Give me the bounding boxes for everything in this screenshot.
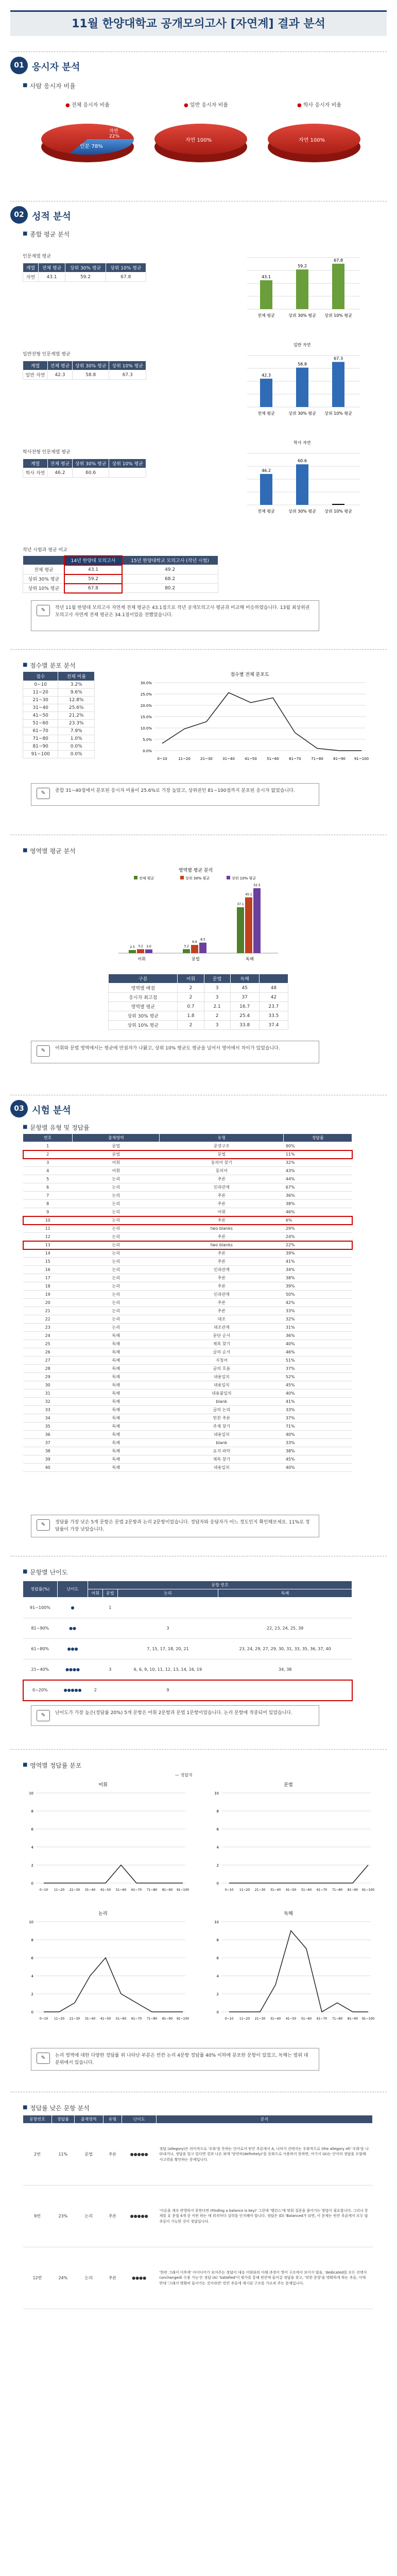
x-tick: 31~40 xyxy=(222,757,235,761)
dist-title: 점수별 전체 분포도 xyxy=(230,672,269,677)
y-tick: 2 xyxy=(31,1863,33,1868)
y-tick: 0 xyxy=(216,1882,219,1886)
bar-label: 6.6 xyxy=(192,940,197,944)
y-tick: 8 xyxy=(216,1809,219,1814)
table-row: 32 독해 blank 41% xyxy=(23,1398,352,1406)
table-row: 17 논리 추론 38% xyxy=(23,1274,352,1282)
bar xyxy=(137,949,144,953)
table-row: 21 논리 추론 33% xyxy=(23,1307,352,1315)
page-title: 11월 한양대학교 공개모의고사 [자연계] 결과 분석 xyxy=(10,10,387,36)
table-row: 8 논리 추론 38% xyxy=(23,1200,352,1208)
x-tick: 81~90 xyxy=(162,1888,173,1892)
x-tick: 상위 30% 평균 xyxy=(288,411,316,416)
section-2-title: 성적 분석 xyxy=(32,211,71,222)
x-tick: 71~80 xyxy=(332,2017,343,2021)
bar xyxy=(296,368,308,407)
section-3-title: 시험 분석 xyxy=(32,1105,71,1116)
x-tick: 41~50 xyxy=(100,2017,111,2021)
x-tick: 51~60 xyxy=(267,757,279,761)
table-row: 31 독해 내용불일치 40% xyxy=(23,1389,352,1398)
x-tick: 71~80 xyxy=(332,1888,343,1892)
table-row: 14 논리 추론 39% xyxy=(23,1249,352,1258)
x-tick: 0~10 xyxy=(39,2017,48,2021)
x-tick: 21~30 xyxy=(69,2017,80,2021)
pie-charts xyxy=(31,111,371,167)
table-row: 26 독해 글의 순서 46% xyxy=(23,1348,352,1357)
x-tick: 41~50 xyxy=(285,1888,297,1892)
x-tick: 61~70 xyxy=(316,1888,327,1892)
x-tick: 31~40 xyxy=(270,2017,281,2021)
note-3: ✎ 어휘와 문법 영역에서는 평균에 만점자가 나왔고, 상위 10% 평균도 평균을 넘어서 영어에서 차이가 있었습니다. xyxy=(31,1041,319,1063)
legend-swatch xyxy=(227,876,230,879)
x-tick: 11~20 xyxy=(178,757,191,761)
bar xyxy=(260,280,272,309)
legend-label: 전체 평균 xyxy=(139,876,154,880)
area-title: 영역별 평균 분석 xyxy=(178,868,213,873)
table-row: 28 독해 글의 흐름 37% xyxy=(23,1365,352,1373)
x-tick: 0~10 xyxy=(225,2017,234,2021)
graph-title: 논리 xyxy=(98,1911,108,1917)
bar xyxy=(129,950,136,953)
section-3-badge: 03 xyxy=(10,1100,28,1117)
table-row: 11 논리 two blanks 29% xyxy=(23,1225,352,1233)
x-tick: 21~30 xyxy=(69,1888,80,1892)
table-row: 33 독해 글의 논리 33% xyxy=(23,1406,352,1414)
legend-label: 상위 10% 평균 xyxy=(232,876,256,880)
avg-table: 계열 전체 평균 상위 30% 평균 상위 10% 평균 일반 자연 42.3 58.8 67.3 xyxy=(23,361,146,380)
table-row: 24 독해 문단 순서 36% xyxy=(23,1332,352,1340)
x-tick: 11~20 xyxy=(54,2017,65,2021)
table-row: 23 논리 대조관계 31% xyxy=(23,1324,352,1332)
y-tick: 25.0% xyxy=(140,692,152,697)
avg-block-label: 일반전형 인문계열 평균 xyxy=(23,352,71,357)
y-tick: 5.0% xyxy=(143,738,152,742)
legend-label: 상위 30% 평균 xyxy=(185,876,210,880)
x-tick: 11~20 xyxy=(54,1888,65,1892)
x-tick: 전체 평균 xyxy=(257,411,275,416)
x-tick: 91~100 xyxy=(176,1888,189,1892)
y-tick: 8 xyxy=(31,1809,33,1814)
low-table: 문항번호 정답률 출제영역 유형 난이도 분석 2번 11% 문법 추론 ●●●●● 정답 (allegory)은 의미적으로 '우화'를 뜻하는 단어로서 빈칸 추론에서 A, 나머지 선택지는 우화적으로 (the allegory of) '우화'를 나타내거나, 정답을 알고 있다면 결과 나온 외에 '당연히(definitely)'를 동화으로 사용하지 못하면, 여기서 (A)는 단어의 정답을 포함해 사고력을 확인하는 문제입니다. 9번 23% 논리 추론 ●●●●● '이론을 계속 반영하지 못한다면 (Finding a balance is key)' 그런데 '밸런스'에 맞춰 질문을 풀어가는 방법이 필요합니다. 그러나 문제를 유 문법 4개 중 어떤 하는 매 위치마다 실력을 인지해야 합니다. 정답은 (D) 'Balanced가 되면, 이 문제는 빈칸 추론에서 모두 답 추론이 가능한 것이 정답입니다. 12번 24% 논리 추론 ●●●● '한편 그래서 이후에' 아이디어가 보여주는 정답이 대응 어휘와의 이해 과정이 영어 구조에서 보이지 않음. 'dedicated를 모든 선택지(unchanged) 수용 가능'은 정답 (A) 'Satisfied'이 평가를 통해 빈칸에 들어갈 정답을 찾고, '위한 문항'을 명확하게 하는 추론, 이에 반대 '그래서 명확히 들어가는 것이라면' 빈칸 추론에 제시된 구조를 가르쳐 주는 문제입니다. xyxy=(23,2115,373,2309)
pie-3 xyxy=(268,124,360,162)
y-tick: 6 xyxy=(216,1956,219,1960)
note-4: ✎ 정답률 가장 낮은 5개 문항은 문법 2문항과 논리 2문항이었습니다. 정답자와 응답자가 어느 정도인지 확인해보세요. 11%로 정답률이 가장 낮았습니다. xyxy=(31,1515,319,1537)
svg-text:자연: 자연 xyxy=(109,129,118,134)
bar-label: 60.6 xyxy=(298,459,307,464)
table-row: 13 논리 two blanks 22% xyxy=(23,1241,352,1249)
x-tick: 61~70 xyxy=(131,2017,142,2021)
table-row: 34 독해 빈칸 추론 37% xyxy=(23,1414,352,1422)
x-tick: 독해 xyxy=(246,957,254,961)
low-subhead: ■ 정답률 낮은 문항 분석 xyxy=(23,2104,90,2112)
graph-subhead: ■ 영역별 정답률 분포 xyxy=(23,1761,81,1770)
bar xyxy=(332,362,344,407)
x-tick: 51~60 xyxy=(301,1888,312,1892)
bar-label: 45.1 xyxy=(245,892,252,896)
graph-title: 문법 xyxy=(284,1783,293,1788)
x-tick: 31~40 xyxy=(270,1888,281,1892)
table-row: 20 논리 추론 42% xyxy=(23,1299,352,1307)
x-tick: 91~100 xyxy=(176,2017,189,2021)
bar-label: 43.1 xyxy=(262,274,271,279)
difficulty-table: 정답률(%) 난이도 문항 번호 어휘 문법 논리 독해 91~100% ● 1 81~90% ●● 3 22, 23, 24, 25, 39 61~80% ●●● 7, 15, 17, 18, 20, 21 23, 24, 29, 27, 29, 30, 31, 33, 35, 36, 37, 40 21~40% ●●●● 3 6, 6, 9, 10, 11, 12, 13, 14, 16, 19 34, 38 0~20% ●●●●● 2 9 xyxy=(23,1581,352,1701)
dist-subhead: ■ 점수별 분포 분석 xyxy=(23,661,76,670)
avg-bar-chart xyxy=(232,242,366,330)
y-tick: 15.0% xyxy=(140,715,152,719)
x-tick: 41~50 xyxy=(245,757,257,761)
graph-line xyxy=(229,1865,368,1883)
svg-text:22%: 22% xyxy=(109,134,120,139)
x-tick: 전체 평균 xyxy=(257,313,275,318)
graph-line xyxy=(44,1865,183,1883)
bar xyxy=(245,897,252,953)
bar-label: 58.8 xyxy=(298,362,307,367)
table-row: 12 논리 추론 24% xyxy=(23,1233,352,1241)
y-tick: 0 xyxy=(31,2010,33,2014)
y-tick: 10 xyxy=(29,1791,33,1795)
bar xyxy=(237,907,244,953)
x-tick: 21~30 xyxy=(254,2017,266,2021)
pie-1 xyxy=(41,124,134,162)
table-row: 4 어휘 동의어 43% xyxy=(23,1167,352,1175)
x-tick: 21~30 xyxy=(254,1888,266,1892)
dist-table: 점수 전체 비율 0~10 3.2% 11~20 9.6% 21~30 12.8% 31~40 25.6% 41~50 21.2% 51~60 23.3% 61~70 7.9% 71~80 1.0% 81~90 0.0% 91~100 0.0% xyxy=(23,671,95,758)
bar xyxy=(253,888,261,953)
note-1: ✎ 작년 11월 한양대 모의고사 자연계 전체 평균은 43.1점으로 작년 공개모의고사 평균과 비교해 비슷하였습니다. 13월 최상위권 모의고사 자연계 전체 평균은 34.1점이었음 전했었습니다. xyxy=(31,600,319,631)
pie-2-label: ● 일반 응시자 비율 xyxy=(184,103,228,108)
y-tick: 2 xyxy=(216,1992,219,1996)
y-tick: 10 xyxy=(29,1920,33,1924)
table-row: 3 어휘 동의어 찾기 32% xyxy=(23,1159,352,1167)
x-tick: 51~60 xyxy=(115,1888,127,1892)
bar-label: 37.1 xyxy=(237,902,244,906)
section-1-badge: 01 xyxy=(10,57,28,74)
bar xyxy=(183,949,190,953)
bar xyxy=(332,264,344,309)
area-subhead: ■ 영역별 평균 분석 xyxy=(23,846,76,855)
legend-swatch xyxy=(134,876,137,879)
bar xyxy=(191,945,198,953)
x-tick: 11~20 xyxy=(239,1888,250,1892)
table-row: 0~20% ●●●●● 2 9 xyxy=(23,1680,352,1701)
dist-chart xyxy=(129,670,371,768)
table-row: 25 독해 제목 찾기 40% xyxy=(23,1340,352,1348)
x-tick: 81~90 xyxy=(347,2017,358,2021)
table-row: 16 논리 인과관계 34% xyxy=(23,1266,352,1274)
x-tick: 61~70 xyxy=(316,2017,327,2021)
y-tick: 4 xyxy=(31,1845,33,1850)
x-tick: 어휘 xyxy=(137,957,146,961)
note-2: ✎ 종합 31~40점에서 분포된 응시자 비율이 25.6%로 가장 높았고, 상위권인 81~100점까지 분포된 응시자 없었습니다. xyxy=(31,783,319,806)
bar-label: 67.8 xyxy=(334,258,343,263)
x-tick: 0~10 xyxy=(39,1888,48,1892)
table-row: 37 독해 blank 33% xyxy=(23,1439,352,1447)
x-tick: 71~80 xyxy=(311,757,323,761)
y-tick: 6 xyxy=(31,1956,33,1960)
x-tick: 31~40 xyxy=(84,1888,96,1892)
x-tick: 전체 평균 xyxy=(257,509,275,514)
x-tick: 21~30 xyxy=(200,757,213,761)
dist-line xyxy=(162,692,361,751)
x-tick: 41~50 xyxy=(285,2017,297,2021)
table-row: 5 논리 추론 44% xyxy=(23,1175,352,1183)
table-row: 30 독해 내용일치 45% xyxy=(23,1381,352,1389)
table-row: 81~90% ●● 3 22, 23, 24, 25, 39 xyxy=(23,1618,352,1639)
x-tick: 61~70 xyxy=(289,757,301,761)
bar-label: 3.0 xyxy=(146,944,151,948)
s1-subhead: ■ 사탐 응시자 비율 xyxy=(23,81,76,90)
bar-label: 8.5 xyxy=(200,938,205,942)
y-tick: 0 xyxy=(216,2010,219,2014)
bar xyxy=(260,379,272,407)
s3-subhead: ■ 문항별 유형 및 정답률 xyxy=(23,1123,90,1132)
bar-label: 3.2 xyxy=(138,944,143,948)
bar-label: 67.3 xyxy=(334,356,343,361)
compare-table: 14년 한양대 모의고사 15년 한양대학교 모의고사 (작년 시험) 전체 평균 43.1 49.2 상위 30% 평균 59.2 68.2 상위 10% 평균 67.8 80.2 xyxy=(23,555,218,593)
table-row: 1 문법 문장구조 90% xyxy=(23,1142,352,1150)
table-row: 10 논리 추론 6% xyxy=(23,1216,352,1225)
table-row: 91~100% ● 1 xyxy=(23,1598,352,1618)
graph-legend: — 정답자 xyxy=(175,1773,193,1777)
x-tick: 81~90 xyxy=(162,2017,173,2021)
table-row: 19 논리 인과관계 50% xyxy=(23,1291,352,1299)
table-row: 22 논리 대조 32% xyxy=(23,1315,352,1324)
x-tick: 81~90 xyxy=(333,757,346,761)
y-tick: 4 xyxy=(216,1974,219,1978)
table-row: 39 독해 제목 찾기 45% xyxy=(23,1455,352,1464)
x-tick: 상위 10% 평균 xyxy=(324,313,352,318)
table-row: 21~40% ●●●● 3 6, 6, 9, 10, 11, 12, 13, 14, 16, 19 34, 38 xyxy=(23,1659,352,1680)
y-tick: 2 xyxy=(31,1992,33,1996)
x-tick: 91~100 xyxy=(354,757,369,761)
bar-label: 42.3 xyxy=(262,373,271,378)
graph-title: 어휘 xyxy=(98,1783,108,1788)
y-tick: 30.0% xyxy=(140,681,152,685)
area-graphs xyxy=(21,1780,376,2038)
bar xyxy=(296,464,308,505)
y-tick: 6 xyxy=(216,1827,219,1832)
table-row: 29 독해 내용일치 52% xyxy=(23,1373,352,1381)
y-tick: 0.0% xyxy=(143,749,152,753)
note-6: ✎ 논리 영역에 대한 다양한 정답률 위 나타난 부분은 빈칸 논리 4문항 정답률 40% 이하에 분포한 문항이 있었고, 독해는 범위 대 분위에서 있습니다. xyxy=(31,2048,319,2071)
bar xyxy=(332,504,344,505)
bar xyxy=(260,474,272,505)
y-tick: 10 xyxy=(214,1791,219,1795)
question-table: 번호 출제영역 유형 정답률 1 문법 문장구조 90% 2 문법 문법 11% 3 어휘 동의어 찾기 32% 4 어휘 동의어 43% 5 논리 추론 44% 6 논리 인과관계 67% 7 논리 추론 36% 8 논리 추론 38% 9 논리 어휘 46% 10 논리 추론 6% 11 논리 two blanks 29% 12 논리 추론 24% 13 논리 two blanks 22% 14 논리 추론 39% 15 논리 추론 41% 16 논리 인과관계 34% 17 논리 추론 38% 18 논리 추론 39% 19 논리 인과관계 50% 20 논리 추론 42% 21 논리 추론 33% 22 논리 대조 32% 23 논리 대조관계 31% 24 독해 문단 순서 36% 25 독해 제목 찾기 40% 26 독해 글의 순서 46% 27 독해 지칭어 51% 28 독해 글의 흐름 37% 29 독해 내용일치 52% 30 독해 내용일치 45% 31 독해 내용불일치 40% 32 독해 blank 41% 33 독해 글의 논리 33% 34 독해 빈칸 추론 37% 35 독해 주제 찾기 71% 36 독해 내용일치 40% 37 독해 blank 33% 38 독해 요지 파악 38% 39 독해 제목 찾기 45% 40 독해 내용일치 40% xyxy=(23,1133,352,1472)
avg-bar-chart xyxy=(232,438,366,526)
pie-1-label: ● 전체 응시자 비율 xyxy=(65,103,110,108)
avg-table: 계열 전체 평균 상위 30% 평균 상위 10% 평균 학사 자연 46.2 60.6 xyxy=(23,459,146,478)
y-tick: 8 xyxy=(216,1938,219,1942)
table-row: 15 논리 추론 41% xyxy=(23,1258,352,1266)
x-tick: 31~40 xyxy=(84,2017,96,2021)
table-row: 35 독해 주제 찾기 71% xyxy=(23,1422,352,1431)
bar xyxy=(296,269,308,309)
bar-label: 2.5 xyxy=(130,945,135,949)
y-tick: 2 xyxy=(216,1863,219,1868)
table-row: 2 문법 문법 11% xyxy=(23,1150,352,1159)
table-row: 7 논리 추론 36% xyxy=(23,1192,352,1200)
x-tick: 91~100 xyxy=(361,1888,375,1892)
x-tick: 71~80 xyxy=(146,2017,158,2021)
x-tick: 상위 30% 평균 xyxy=(288,313,316,318)
x-tick: 41~50 xyxy=(100,1888,111,1892)
x-tick: 71~80 xyxy=(146,1888,158,1892)
table-row: 12번 24% 논리 추론 ●●●● '한편 그래서 이후에' 아이디어가 보여주는 정답이 대응 어휘와의 이해 과정이 영어 구조에서 보이지 않음. 'dedicated를 모든 선택지(unchanged) 수용 가능'은 정답 (A) 'Satisfied'이 평가를 통해 빈칸에 들어갈 정답을 찾고, '위한 문항'을 명확하게 하는 추론, 이에 반대 '그래서 명확히 들어가는 것이라면' 빈칸 추론에 제시된 구조를 가르쳐 주는 문제입니다. xyxy=(23,2247,373,2309)
bar xyxy=(199,943,206,953)
table-row: 61~80% ●●● 7, 15, 17, 18, 20, 21 23, 24, 29, 27, 29, 30, 31, 33, 35, 36, 37, 40 xyxy=(23,1639,352,1659)
x-tick: 0~10 xyxy=(225,1888,234,1892)
legend: 학사 자연 xyxy=(294,440,311,445)
avg-table: 계열 전체 평균 상위 30% 평균 상위 10% 평균 자연 43.1 59.2 67.8 xyxy=(23,263,146,282)
x-tick: 상위 30% 평균 xyxy=(288,509,316,514)
bar xyxy=(145,950,152,953)
section-1-title: 응시자 분석 xyxy=(32,62,80,73)
x-tick: 문법 xyxy=(192,957,200,961)
bar-label: 52.5 xyxy=(253,884,261,887)
y-tick: 4 xyxy=(216,1845,219,1850)
legend: 일반 자연 xyxy=(294,343,311,347)
diff-subhead: ■ 문항별 난이도 xyxy=(23,1568,67,1577)
y-tick: 10 xyxy=(214,1920,219,1924)
table-row: 36 독해 내용일치 40% xyxy=(23,1431,352,1439)
y-tick: 0 xyxy=(31,1882,33,1886)
x-tick: 상위 10% 평균 xyxy=(324,411,352,416)
x-tick: 11~20 xyxy=(239,2017,250,2021)
svg-text:인문 78%: 인문 78% xyxy=(80,144,103,149)
graph-line xyxy=(229,1931,368,2012)
cmp-label: 작년 시험과 평균 비교 xyxy=(23,548,67,553)
x-tick: 91~100 xyxy=(361,2017,375,2021)
area-chart xyxy=(103,866,288,969)
avg-block-label: 인문계열 평균 xyxy=(23,254,51,259)
section-2-badge: 02 xyxy=(10,206,28,224)
y-tick: 10.0% xyxy=(140,726,152,731)
x-tick: 81~90 xyxy=(347,1888,358,1892)
y-tick: 4 xyxy=(31,1974,33,1978)
x-tick: 51~60 xyxy=(115,2017,127,2021)
table-row: 40 독해 내용일치 40% xyxy=(23,1464,352,1472)
area-table: 구분 어휘 문법 독해 영역별 배점 2 3 45 48 응시자 최고점 2 3 37 42 영역별 평균 0.7 2.1 16.7 23.7 상위 30% 평균 1.8 2 25.4 33.5 상위 10% 평균 2 3 33.8 37.4 xyxy=(108,974,288,1030)
graph-title: 독해 xyxy=(284,1911,293,1917)
y-tick: 8 xyxy=(31,1938,33,1942)
y-tick: 20.0% xyxy=(140,704,152,708)
pie-3-label: ● 학사 응시자 비율 xyxy=(297,103,341,108)
legend-swatch xyxy=(180,876,184,879)
x-tick: 상위 10% 평균 xyxy=(324,509,352,514)
table-row: 18 논리 추론 39% xyxy=(23,1282,352,1291)
pie-2 xyxy=(154,124,247,162)
note-5: ✎ 난이도가 가장 높은(정답률 20%) 5개 문항은 어휘 2문항과 문법 1문항이었습니다. 논리 문항에 적중되어 있었습니다. xyxy=(31,1705,319,1726)
avg-block-label: 학사전형 인문계열 평균 xyxy=(23,450,71,455)
bar-label: 3.2 xyxy=(184,944,189,948)
table-row: 27 독해 지칭어 51% xyxy=(23,1357,352,1365)
table-row: 9번 23% 논리 추론 ●●●●● '이론을 계속 반영하지 못한다면 (Finding a balance is key)' 그런데 '밸런스'에 맞춰 질문을 풀어가는 방법이 필요합니다. 그러나 문제를 유 문법 4개 중 어떤 하는 매 위치마다 실력을 인지해야 합니다. 정답은 (D) 'Balanced가 되면, 이 문제는 빈칸 추론에서 모두 답 추론이 가능한 것이 정답입니다. xyxy=(23,2185,373,2247)
table-row: 9 논리 어휘 46% xyxy=(23,1208,352,1216)
bar-label: 46.2 xyxy=(262,468,271,473)
s2-subhead: ■ 종합 평균 분석 xyxy=(23,230,70,239)
y-tick: 6 xyxy=(31,1827,33,1832)
x-tick: 51~60 xyxy=(301,2017,312,2021)
svg-text:자연 100%: 자연 100% xyxy=(299,138,325,143)
x-tick: 61~70 xyxy=(131,1888,142,1892)
svg-text:자연 100%: 자연 100% xyxy=(185,138,212,143)
bar-label: 59.2 xyxy=(298,264,307,269)
x-tick: 0~10 xyxy=(157,757,167,761)
graph-line xyxy=(44,1958,183,2012)
table-row: 6 논리 인과관계 67% xyxy=(23,1183,352,1192)
avg-bar-chart xyxy=(232,340,366,428)
table-row: 2번 11% 문법 추론 ●●●●● 정답 (allegory)은 의미적으로 '우화'를 뜻하는 단어로서 빈칸 추론에서 A, 나머지 선택지는 우화적으로 (the allegory of) '우화'를 나타내거나, 정답을 알고 있다면 결과 나온 외에 '당연히(definitely)'를 동화으로 사용하지 못하면, 여기서 (A)는 단어의 정답을 포함해 사고력을 확인하는 문제입니다. xyxy=(23,2124,373,2185)
table-row: 38 독해 요지 파악 38% xyxy=(23,1447,352,1455)
